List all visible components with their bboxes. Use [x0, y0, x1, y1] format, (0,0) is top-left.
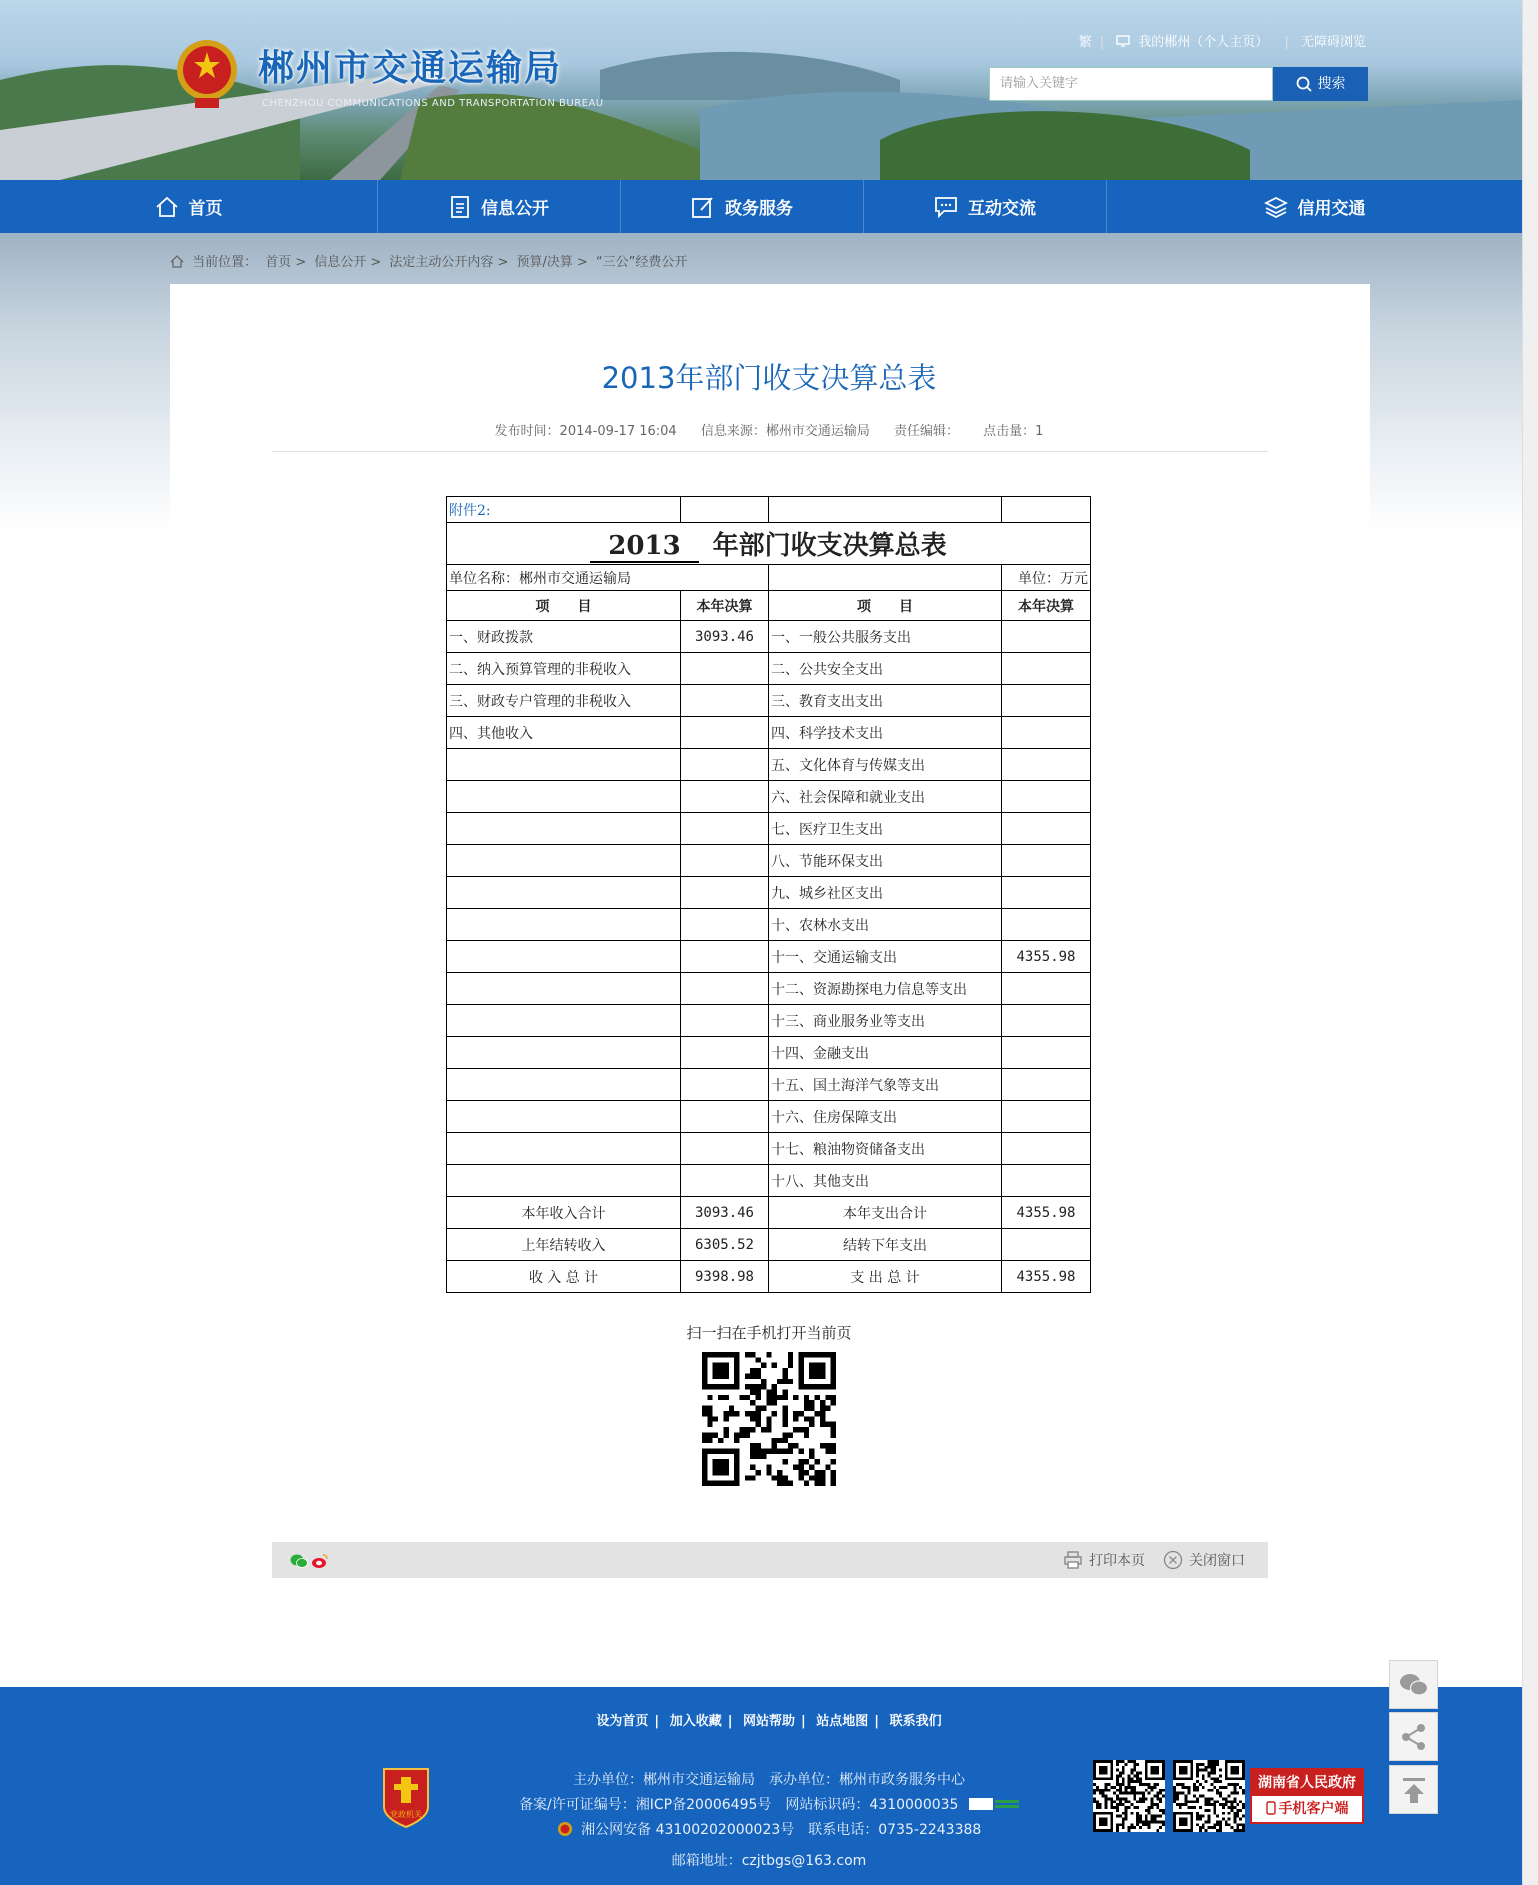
item-cell — [447, 1037, 681, 1069]
nav-info-disclosure[interactable] — [378, 180, 621, 233]
amount-cell — [1002, 717, 1091, 749]
item-cell — [447, 1101, 681, 1133]
amount-cell — [681, 1005, 769, 1037]
table-row — [447, 749, 1091, 781]
article-title: 2013年部门收支决算总表 — [601, 361, 937, 395]
table-row — [447, 717, 1091, 749]
arrow-up-icon — [1401, 1776, 1427, 1804]
divider — [272, 451, 1268, 452]
traditional-chinese-link[interactable]: 繁 — [1078, 35, 1092, 50]
item-cell: 十七、粮油物资储备支出 — [769, 1133, 1002, 1165]
table-total-row — [447, 1197, 1091, 1229]
national-emblem-icon — [175, 36, 239, 112]
table-total-row — [447, 1261, 1091, 1293]
item-cell: 六、社会保障和就业支出 — [769, 781, 1002, 813]
nav-home-label: 首页 — [188, 199, 223, 219]
amount-cell — [1002, 653, 1091, 685]
amount-cell — [681, 909, 769, 941]
close-icon — [1163, 1550, 1183, 1570]
item-cell: 四、其他收入 — [447, 717, 681, 749]
table-row — [447, 685, 1091, 717]
amount-cell: 9398.98 — [681, 1261, 769, 1293]
unit: 单位：万元 — [1002, 565, 1091, 591]
footer-qr-code-1 — [1093, 1760, 1165, 1832]
item-cell: 七、医疗卫生支出 — [769, 813, 1002, 845]
qr-code-image — [702, 1352, 836, 1486]
doc-title — [447, 523, 1091, 565]
amount-cell — [681, 653, 769, 685]
layers-icon — [1264, 196, 1288, 218]
item-cell — [447, 1165, 681, 1197]
weibo-share-icon[interactable] — [311, 1553, 329, 1569]
table-row — [447, 621, 1091, 653]
monitor-icon — [1116, 35, 1130, 47]
amount-cell — [681, 717, 769, 749]
click-count: 点击量：1 — [983, 424, 1044, 439]
publish-time: 发布时间：2014-09-17 16:04 — [494, 424, 677, 439]
breadcrumb-info[interactable]: 信息公开 — [314, 255, 367, 270]
back-to-top-button[interactable] — [1389, 1765, 1438, 1814]
hunan-gov-label: 湖南省人民政府 — [1252, 1770, 1362, 1796]
nav-credit-label: 信用交通 — [1297, 199, 1366, 219]
item-cell — [447, 1069, 681, 1101]
phone-icon — [1266, 1801, 1276, 1815]
item-cell: 结转下年支出 — [769, 1229, 1002, 1261]
footer-link-sitemap[interactable]: 站点地图 — [816, 1714, 869, 1729]
item-cell: 九、城乡社区支出 — [769, 877, 1002, 909]
amount-cell — [681, 973, 769, 1005]
amount-cell: 6305.52 — [681, 1229, 769, 1261]
item-cell: 十、农林水支出 — [769, 909, 1002, 941]
amount-cell — [681, 941, 769, 973]
qr-caption: 扫一扫在手机打开当前页 — [686, 1324, 852, 1342]
share-icon — [1400, 1723, 1428, 1751]
amount-cell: 4355.98 — [1002, 1261, 1091, 1293]
close-window-button[interactable] — [1163, 1550, 1245, 1570]
table-row — [447, 781, 1091, 813]
table-row — [447, 813, 1091, 845]
search-input[interactable]: 请输入关键字 — [989, 67, 1273, 101]
breadcrumb-separator: > — [497, 255, 509, 270]
footer-link-homepage[interactable]: 设为首页 — [596, 1714, 649, 1729]
item-cell: 五、文化体育与传媒支出 — [769, 749, 1002, 781]
amount-cell — [1002, 1005, 1091, 1037]
close-label: 关闭窗口 — [1189, 1553, 1245, 1569]
item-cell: 二、公共安全支出 — [769, 653, 1002, 685]
item-cell: 一、财政拨款 — [447, 621, 681, 653]
item-cell: 本年收入合计 — [447, 1197, 681, 1229]
amount-cell — [681, 845, 769, 877]
wechat-float-button[interactable] — [1389, 1660, 1438, 1709]
edit-icon — [691, 195, 715, 219]
footer-email: 邮箱地址：czjtbgs@163.com — [671, 1853, 867, 1869]
nav-interaction[interactable] — [864, 180, 1107, 233]
my-chenzhou-label: 我的郴州（个人主页） — [1138, 35, 1269, 50]
site-mark-icon — [969, 1797, 1019, 1811]
wechat-share-icon[interactable] — [290, 1553, 308, 1569]
nav-services-label: 政务服务 — [725, 199, 793, 219]
breadcrumb-prefix: 当前位置： — [192, 255, 258, 270]
search-icon — [1296, 76, 1312, 92]
article-meta — [0, 420, 1538, 439]
document-icon — [449, 195, 471, 219]
breadcrumb-legal[interactable]: 法定主动公开内容 — [389, 255, 494, 270]
mobile-client-label — [1252, 1796, 1362, 1822]
amount-cell — [1002, 1069, 1091, 1101]
table-row — [447, 653, 1091, 685]
table-row — [447, 941, 1091, 973]
footer-icp-text: 备案/许可证编号：湘ICP备20006495号 网站标识码：4310000035 — [519, 1797, 959, 1813]
amount-cell — [681, 1069, 769, 1101]
amount-cell — [1002, 877, 1091, 909]
nav-gov-services[interactable] — [621, 180, 864, 233]
table-row — [447, 1133, 1091, 1165]
nav-interaction-label: 互动交流 — [968, 199, 1036, 219]
amount-cell — [681, 1037, 769, 1069]
item-cell — [447, 941, 681, 973]
info-source: 信息来源：郴州市交通运输局 — [700, 424, 870, 439]
wechat-icon — [1399, 1672, 1429, 1698]
budget-table — [446, 496, 1091, 1293]
item-cell: 收 入 总 计 — [447, 1261, 681, 1293]
doc-title-year: 2013 — [590, 531, 698, 563]
amount-cell — [681, 781, 769, 813]
share-float-button[interactable] — [1389, 1712, 1438, 1761]
chat-icon — [934, 196, 958, 218]
table-row — [447, 1101, 1091, 1133]
footer-sponsor: 主办单位：郴州市交通运输局 承办单位：郴州市政务服务中心 — [573, 1772, 965, 1788]
footer-link-help[interactable]: 网站帮助 — [742, 1714, 795, 1729]
amount-cell — [681, 685, 769, 717]
breadcrumb-separator: > — [370, 255, 382, 270]
printer-icon — [1063, 1550, 1083, 1570]
amount-cell — [1002, 845, 1091, 877]
item-cell — [447, 973, 681, 1005]
police-badge-icon — [557, 1821, 573, 1837]
table-row — [447, 1005, 1091, 1037]
item-cell: 三、财政专户管理的非税收入 — [447, 685, 681, 717]
home-icon — [170, 255, 184, 268]
breadcrumb-home[interactable]: 首页 — [265, 255, 292, 270]
breadcrumb-separator: > — [576, 255, 588, 270]
amount-cell: 3093.46 — [681, 1197, 769, 1229]
amount-cell — [1002, 1229, 1091, 1261]
item-cell: 十三、商业服务业等支出 — [769, 1005, 1002, 1037]
item-cell: 十八、其他支出 — [769, 1165, 1002, 1197]
item-cell — [447, 1133, 681, 1165]
item-cell — [447, 749, 681, 781]
footer-link-contact[interactable]: 联系我们 — [889, 1714, 942, 1729]
breadcrumb-budget[interactable]: 预算/决算 — [516, 255, 573, 270]
search-button[interactable] — [1273, 67, 1368, 101]
amount-cell — [1002, 1101, 1091, 1133]
item-cell: 三、教育支出支出 — [769, 685, 1002, 717]
amount-cell — [1002, 1133, 1091, 1165]
editor: 责任编辑： — [894, 424, 960, 439]
header-item-income: 项 目 — [447, 591, 681, 621]
item-cell: 十四、金融支出 — [769, 1037, 1002, 1069]
amount-cell: 3093.46 — [681, 621, 769, 653]
amount-cell — [1002, 1165, 1091, 1197]
footer-links: 设为首页 | 加入收藏 | 网站帮助 | 站点地图 | 联系我们 — [596, 1714, 942, 1729]
footer-qr-code-2 — [1173, 1760, 1245, 1832]
badge-label: 党政机关 — [390, 1810, 422, 1819]
amount-cell — [1002, 749, 1091, 781]
table-row — [447, 1165, 1091, 1197]
footer-link-favorite[interactable]: 加入收藏 — [669, 1714, 722, 1729]
table-row — [447, 909, 1091, 941]
page-scrollbar[interactable] — [1522, 0, 1538, 1885]
breadcrumb-sangong[interactable]: “三公”经费公开 — [595, 255, 688, 270]
amount-cell — [1002, 973, 1091, 1005]
site-subtitle: CHENZHOU COMMUNICATIONS AND TRANSPORTATION BUREAU — [262, 98, 604, 109]
item-cell: 支 出 总 计 — [769, 1261, 1002, 1293]
header-amount-income: 本年决算 — [681, 591, 769, 621]
item-cell: 本年支出合计 — [769, 1197, 1002, 1229]
unit-name: 单位名称：郴州市交通运输局 — [447, 565, 769, 591]
breadcrumb-separator: > — [295, 255, 307, 270]
amount-cell — [681, 749, 769, 781]
item-cell — [447, 781, 681, 813]
item-cell: 十六、住房保障支出 — [769, 1101, 1002, 1133]
amount-cell — [681, 877, 769, 909]
table-row — [447, 973, 1091, 1005]
item-cell: 八、节能环保支出 — [769, 845, 1002, 877]
breadcrumb — [170, 251, 691, 270]
home-icon — [155, 196, 179, 218]
item-cell — [447, 877, 681, 909]
item-cell: 四、科学技术支出 — [769, 717, 1002, 749]
print-button[interactable] — [1063, 1550, 1145, 1570]
doc-title-text: 年部门收支决算总表 — [712, 530, 947, 561]
item-cell: 十五、国土海洋气象等支出 — [769, 1069, 1002, 1101]
header-item-expense: 项 目 — [769, 591, 1002, 621]
amount-cell — [1002, 813, 1091, 845]
item-cell — [447, 909, 681, 941]
search-button-label: 搜索 — [1317, 76, 1346, 92]
amount-cell — [681, 1101, 769, 1133]
amount-cell — [1002, 685, 1091, 717]
item-cell — [447, 1005, 681, 1037]
attachment-label: 附件2: — [447, 497, 681, 523]
item-cell: 上年结转收入 — [447, 1229, 681, 1261]
item-cell: 一、一般公共服务支出 — [769, 621, 1002, 653]
hunan-gov-app-button[interactable] — [1250, 1768, 1364, 1824]
amount-cell — [1002, 621, 1091, 653]
mobile-client-text: 手机客户端 — [1278, 1801, 1349, 1817]
print-label: 打印本页 — [1089, 1553, 1145, 1569]
amount-cell — [1002, 909, 1091, 941]
item-cell: 二、纳入预算管理的非税收入 — [447, 653, 681, 685]
my-chenzhou-link[interactable] — [1116, 35, 1276, 50]
item-cell: 十一、交通运输支出 — [769, 941, 1002, 973]
table-row — [447, 1069, 1091, 1101]
main-nav — [0, 180, 1522, 233]
footer-police-text: 湘公网安备 43100202000023号 联系电话：0735-2243388 — [581, 1822, 982, 1838]
item-cell: 十二、资源勘探电力信息等支出 — [769, 973, 1002, 1005]
amount-cell — [681, 1133, 769, 1165]
table-row — [447, 845, 1091, 877]
item-cell — [447, 845, 681, 877]
amount-cell — [681, 813, 769, 845]
nav-credit-transport[interactable] — [1107, 180, 1522, 233]
amount-cell: 4355.98 — [1002, 1197, 1091, 1229]
table-row — [447, 1037, 1091, 1069]
table-row — [447, 877, 1091, 909]
amount-cell — [1002, 781, 1091, 813]
nav-info-label: 信息公开 — [481, 199, 549, 219]
table-total-row — [447, 1229, 1091, 1261]
nav-home[interactable] — [0, 180, 378, 233]
amount-cell — [681, 1165, 769, 1197]
header-amount-expense: 本年决算 — [1002, 591, 1091, 621]
site-title[interactable]: 郴州市交通运输局 — [258, 48, 563, 89]
top-links: 繁 | 我的郴州（个人主页） | 无障碍浏览 — [1078, 35, 1366, 50]
accessibility-link[interactable]: 无障碍浏览 — [1300, 35, 1366, 50]
header-banner — [0, 0, 1522, 180]
item-cell — [447, 813, 681, 845]
amount-cell: 4355.98 — [1002, 941, 1091, 973]
amount-cell — [1002, 1037, 1091, 1069]
